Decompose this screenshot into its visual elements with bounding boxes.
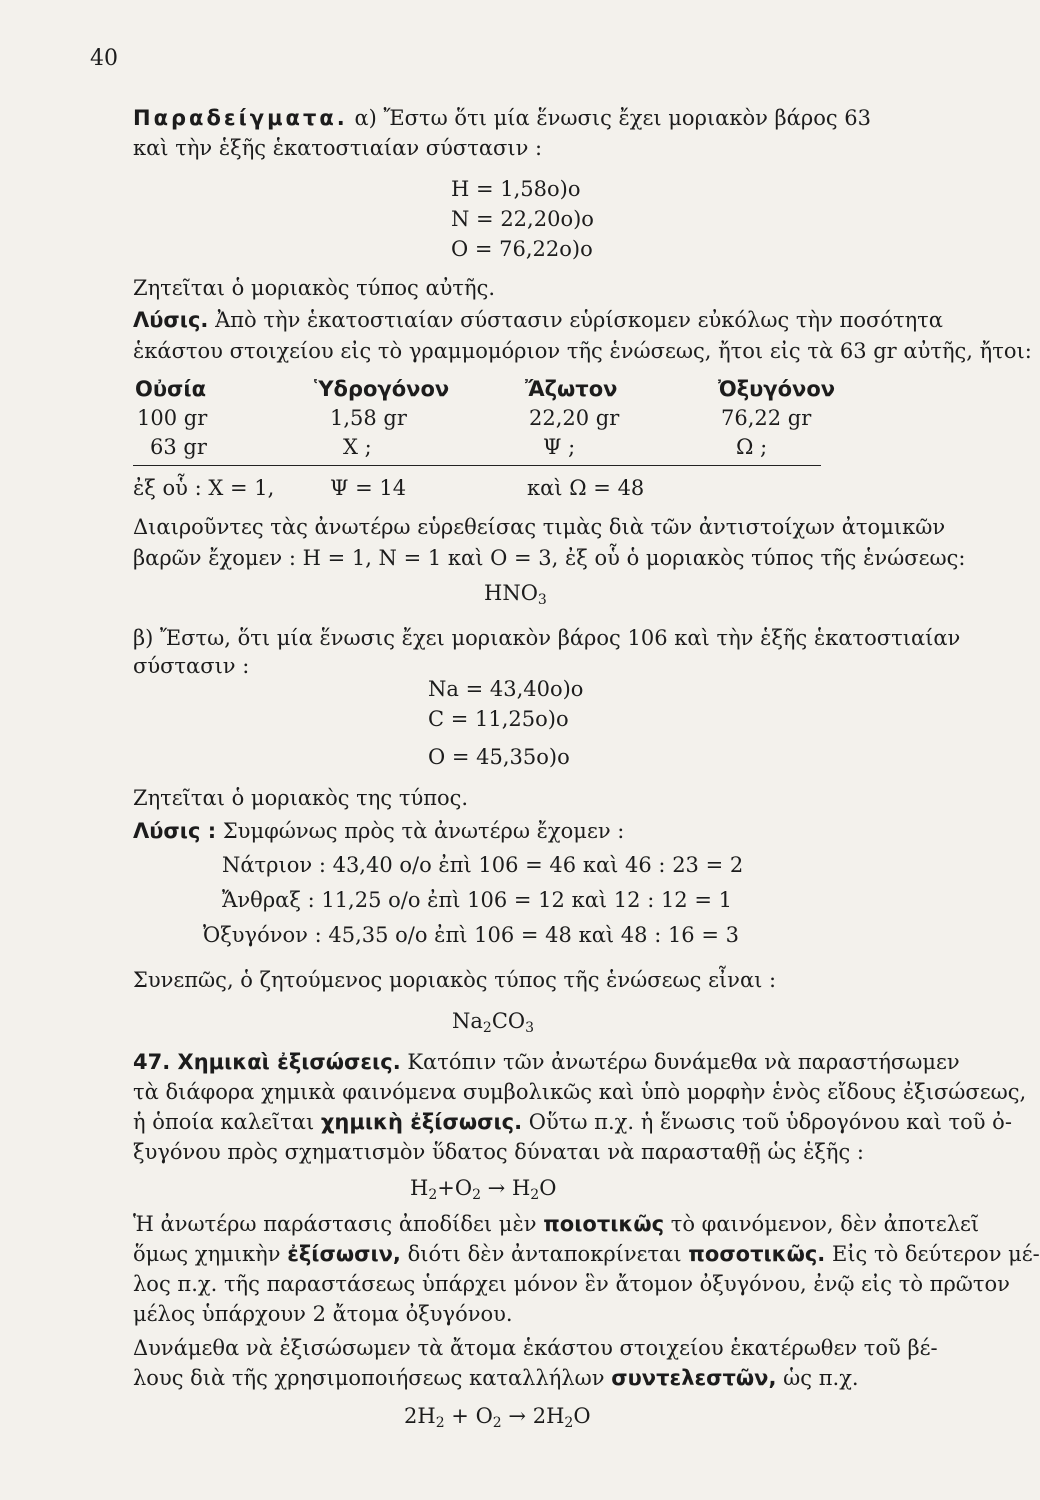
example-a-intro: α) Ἔστω ὅτι μία ἕνωσις ἔχει μοριακὸν βάρος 63 <box>354 106 872 130</box>
example-b-line1: β) Ἔστω, ὅτι μία ἕνωσις ἔχει μοριακὸν βάρος 106 καὶ τὴν ἑξῆς ἑκατοστιαίαν <box>133 626 961 650</box>
example-b-question: Ζητεῖται ὁ μοριακὸς της τύπος. <box>133 786 469 810</box>
division-line2: βαρῶν ἔχομεν : H = 1, N = 1 καὶ O = 3, ἐξ οὗ ὁ μοριακὸς τύπος τῆς ἑνώσεως: <box>133 546 966 570</box>
formula-sub: 3 <box>525 1020 535 1036</box>
para2-line1 <box>133 1211 979 1237</box>
table-cell: X ; <box>343 435 372 459</box>
result-psi: Ψ = 14 <box>330 476 407 500</box>
text-run: ὡς π.χ. <box>783 1366 859 1390</box>
composition-n: N = 22,20ο)ο <box>451 207 594 231</box>
calc-sodium: Νάτριον : 43,40 ο/ο ἐπὶ 106 = 46 καὶ 46 : 23 = 2 <box>222 853 744 877</box>
para2-line2 <box>133 1241 1040 1267</box>
formula-sub: 3 <box>537 592 547 608</box>
eq-part: 2H <box>532 1404 565 1428</box>
composition-h: H = 1,58ο)ο <box>451 177 581 201</box>
solution-b-text: Συμφώνως πρὸς τὰ ἀνωτέρω ἔχομεν : <box>222 819 625 843</box>
eq-sub: 2 <box>530 1187 540 1203</box>
table-header-hydrogen: Ὑδρογόνον <box>314 377 450 401</box>
equation-balanced <box>404 1403 591 1429</box>
solution-a-text: Ἀπὸ τὴν ἑκατοστιαίαν σύστασιν εὑρίσκομεν εὐκόλως τὴν ποσότητα <box>215 308 943 332</box>
eq-sub: 2 <box>492 1415 502 1431</box>
example-a-line1 <box>133 105 871 131</box>
section-47-line3 <box>133 1109 1012 1135</box>
eq-part: H <box>511 1176 531 1200</box>
section-47-line4: ξυγόνου πρὸς σχηματισμὸν ὕδατος δύναται νὰ παρασταθῇ ὡς ἑξῆς : <box>133 1140 865 1164</box>
eq-part: +O <box>437 1176 473 1200</box>
table-divider <box>133 465 821 466</box>
eq-sub: 2 <box>428 1187 438 1203</box>
eq-part: + O <box>451 1404 493 1428</box>
formula-na2co3 <box>452 1008 534 1034</box>
formula-hno3 <box>484 580 547 606</box>
eq-sub: 2 <box>472 1187 481 1203</box>
examples-heading: Παραδείγματα. <box>133 106 348 130</box>
example-a-line2: καὶ τὴν ἑξῆς ἑκατοστιαίαν σύστασιν : <box>133 136 543 160</box>
composition-o-b: O = 45,35ο)ο <box>428 745 570 769</box>
formula-sub: 2 <box>482 1020 492 1036</box>
reaction-arrow-icon: → <box>487 1176 506 1200</box>
para2-line3: λος π.χ. τῆς παραστάσεως ὑπάρχει μόνον ἓν ἄτομον ὀξυγόνου, ἐνῷ εἰς τὸ πρῶτον <box>133 1272 1010 1296</box>
text-run: ὅμως χημικὴν <box>133 1242 281 1266</box>
solution-a-line1 <box>133 307 943 333</box>
equation-unbalanced <box>410 1175 556 1201</box>
solution-b-line <box>133 818 624 844</box>
text-run: Εἰς τὸ δεύτερον μέ- <box>831 1242 1040 1266</box>
result-omega: καὶ Ω = 48 <box>527 476 645 500</box>
text-run: ἡ ὁποία καλεῖται <box>133 1110 315 1134</box>
para3-line2 <box>133 1365 859 1391</box>
text-run: Ἡ ἀνωτέρω παράστασις ἀποδίδει μὲν <box>133 1212 537 1236</box>
formula-part: CO <box>491 1009 526 1033</box>
eq-sub: 2 <box>564 1415 574 1431</box>
eq-sub: 2 <box>435 1415 445 1431</box>
section-47-text: Κατόπιν τῶν ἀνωτέρω δυνάμεθα νὰ παραστήσωμεν <box>407 1050 960 1074</box>
composition-na: Na = 43,40ο)ο <box>428 677 584 701</box>
term-equation: ἐξίσωσιν, <box>287 1242 401 1266</box>
section-47-title: 47. Χημικαὶ ἐξισώσεις. <box>133 1050 401 1074</box>
table-cell: Ψ ; <box>543 435 576 459</box>
formula-part: Na <box>452 1009 483 1033</box>
table-cell: 100 gr <box>137 406 208 430</box>
term-quantitatively: ποσοτικῶς. <box>688 1242 826 1266</box>
section-47-line1 <box>133 1049 960 1075</box>
text-run: λους διὰ τῆς χρησιμοποιήσεως καταλλήλων <box>133 1366 605 1390</box>
table-header-oxygen: Ὀξυγόνον <box>718 377 836 401</box>
calc-carbon: Ἄνθραξ : 11,25 ο/ο ἐπὶ 106 = 12 καὶ 12 : 12 = 1 <box>222 888 732 912</box>
conclusion-line: Συνεπῶς, ὁ ζητούμενος μοριακὸς τύπος τῆς ἑνώσεως εἶναι : <box>133 968 777 992</box>
table-cell: 1,58 gr <box>330 406 407 430</box>
formula-base: HNO <box>484 581 538 605</box>
term-chemical-equation: χημικὴ ἐξίσωσις. <box>320 1110 523 1134</box>
eq-part: 2H <box>404 1404 436 1428</box>
table-header-nitrogen: Ἄζωτον <box>525 377 618 401</box>
para2-line4: μέλος ὑπάρχουν 2 ἄτομα ὀξυγόνου. <box>133 1302 513 1326</box>
example-b-line2: σύστασιν : <box>133 654 250 678</box>
eq-part: O <box>539 1176 557 1200</box>
result-x: ἐξ οὗ : X = 1, <box>133 476 275 500</box>
table-cell: 63 gr <box>150 435 207 459</box>
text-run: τὸ φαινόμενον, δὲν ἀποτελεῖ <box>670 1212 980 1236</box>
section-47-line2: τὰ διάφορα χημικὰ φαινόμενα συμβολικῶς καὶ ὑπὸ μορφὴν ἑνὸς εἴδους ἐξισώσεως, <box>133 1080 1027 1104</box>
solution-a-line2: ἑκάστου στοιχείου εἰς τὸ γραμμομόριον τῆς ἑνώσεως, ἤτοι εἰς τὰ 63 gr αὐτῆς, ἤτοι: <box>133 339 1032 363</box>
eq-part: O <box>573 1404 591 1428</box>
text-run: διότι δὲν ἀνταποκρίνεται <box>407 1242 682 1266</box>
term-qualitatively: ποιοτικῶς <box>543 1212 665 1236</box>
reaction-arrow-icon: → <box>508 1404 527 1428</box>
division-line1: Διαιροῦντες τὰς ἀνωτέρω εὑρεθείσας τιμὰς διὰ τῶν ἀντιστοίχων ἀτομικῶν <box>133 515 946 539</box>
table-header-substance: Οὐσία <box>135 377 206 401</box>
composition-c: C = 11,25ο)ο <box>428 707 569 731</box>
page-number: 40 <box>90 46 118 71</box>
para3-line1: Δυνάμεθα νὰ ἐξισώσωμεν τὰ ἄτομα ἑκάστου στοιχείου ἑκατέρωθεν τοῦ βέ- <box>133 1336 938 1360</box>
table-cell: Ω ; <box>736 435 768 459</box>
example-a-question: Ζητεῖται ὁ μοριακὸς τύπος αὐτῆς. <box>133 276 496 300</box>
table-cell: 22,20 gr <box>529 406 620 430</box>
solution-label: Λύσις. <box>133 308 209 332</box>
composition-o: O = 76,22ο)ο <box>451 237 593 261</box>
solution-b-label: Λύσις : <box>133 819 217 843</box>
eq-part: H <box>410 1176 429 1200</box>
term-coefficients: συντελεστῶν, <box>611 1366 777 1390</box>
table-cell: 76,22 gr <box>721 406 812 430</box>
text-run: Οὕτω π.χ. ἡ ἕνωσις τοῦ ὑδρογόνου καὶ τοῦ ὀ- <box>528 1110 1012 1134</box>
calc-oxygen: Ὀξυγόνον : 45,35 ο/ο ἐπὶ 106 = 48 καὶ 48 : 16 = 3 <box>203 923 739 947</box>
